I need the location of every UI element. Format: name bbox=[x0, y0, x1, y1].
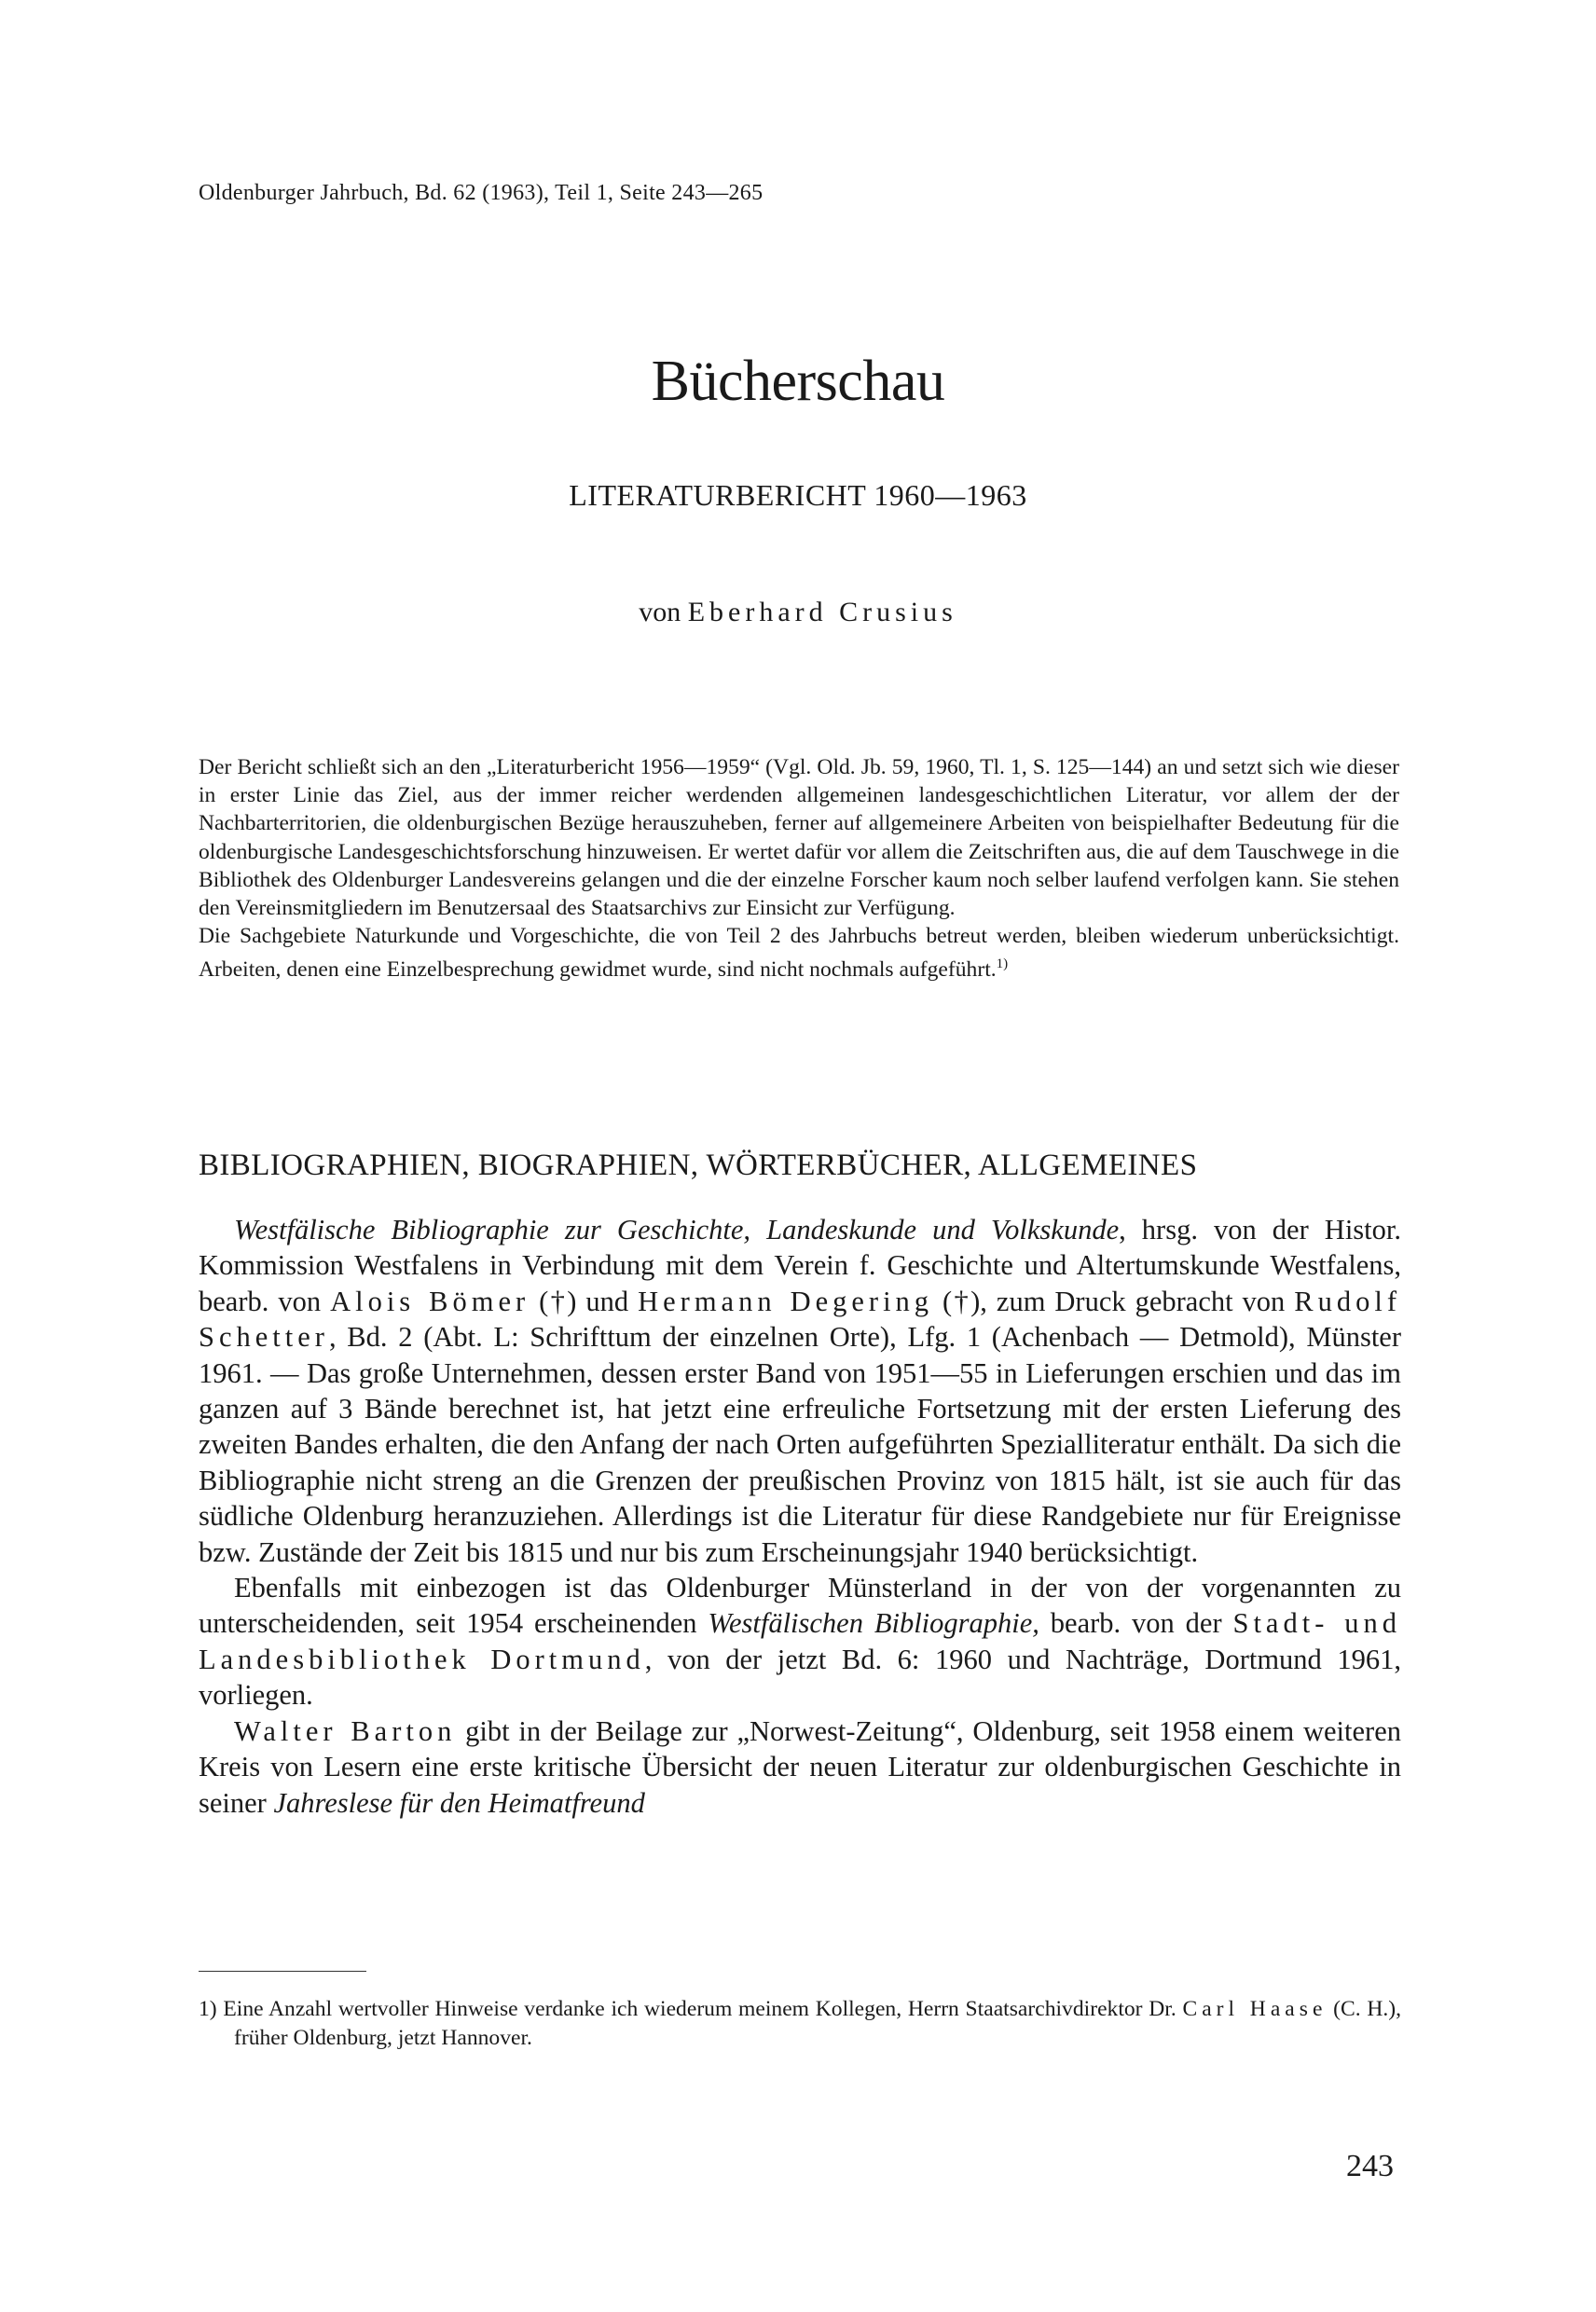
footnote-divider bbox=[199, 1971, 366, 1972]
intro-paragraph-2-text: Die Sachgebiete Naturkunde und Vorgeschichte, die von Teil 2 des Jahrbuchs betreut werden, bleiben wiederum unberücksichtigt. Arbeiten, denen eine Einzelbesprechung gewidmet wurde, sind nicht nochmals aufgeführt. bbox=[199, 924, 1399, 983]
intro-paragraph-1: Der Bericht schließt sich an den „Literaturbericht 1956—1959“ (Vgl. Old. Jb. 59, 1960, Tl. 1, S. 125—144) an und setzt sich wie dieser in erster Linie das Ziel, aus der immer reicher werdenden allgemeinen landesgeschichtlichen Literatur, vor allem der der Nachbarterritorien, die oldenburgischen Bezüge herauszuheben, ferner auf allgemeinere Arbeiten von beispielhafter Bedeutung für die oldenburgische Landesgeschichtsforschung hinzuweisen. Er wertet dafür vor allem die Zeitschriften aus, die auf dem Tauschwege in die Bibliothek des Oldenburger Landesvereins gelangen und die der einzelne Forscher kaum noch selber laufend verfolgen kann. Sie stehen den Vereinsmitgliedern im Benutzersaal des Staatsarchivs zur Einsicht zur Verfügung. bbox=[199, 755, 1399, 921]
footnote bbox=[199, 1995, 1401, 2052]
intro-text bbox=[199, 753, 1399, 984]
body-text-run: , von der jetzt Bd. 6: 1960 und Nachträge, Dortmund 1961, vorliegen. bbox=[199, 1643, 1402, 1712]
footnote-text-run: Eine Anzahl wertvoller Hinweise verdanke ich wiederum meinem Kollegen, Herrn Staatsarchivdirektor Dr. bbox=[216, 1997, 1183, 2021]
article-subtitle: LITERATURBERICHT 1960—1963 bbox=[569, 478, 1027, 512]
running-head: Oldenburger Jahrbuch, Bd. 62 (1963), Teil 1, Seite 243—265 bbox=[199, 181, 764, 205]
byline bbox=[0, 597, 1596, 628]
body-paragraph-2 bbox=[199, 1570, 1401, 1713]
person-name: Carl Haase bbox=[1182, 1997, 1328, 2021]
body-text-run: , Bd. 2 (Abt. L: Schrifttum der einzelnen Orte), Lfg. 1 (Achenbach — Detmold), Münster 1961. — Das große Unternehmen, dessen erster Band von 1951—55 in Lieferungen erschien und das im ganzen auf 3 Bände berechnet ist, hat jetzt eine erfreuliche Fortsetzung mit der ersten Lieferung des zweiten Bandes erhalten, die den Anfang der nach Orten aufgeführten Spezialliteratur enthält. Da sich die Bibliographie nicht streng an die Grenzen der preußischen Provinz von 1815 hält, ist sie auch für das südliche Oldenburg heranzuziehen. Allerdings ist die Literatur für diese Randgebiete nur für Ereignisse bzw. Zustände der Zeit bis 1815 und nur bis zum Erscheinungsjahr 1940 berücksichtigt. bbox=[199, 1321, 1401, 1568]
person-name: Walter Barton bbox=[234, 1714, 457, 1747]
byline-prefix: von bbox=[639, 597, 681, 627]
body-text-run: , hrsg. von der Histor. Kommission Westfalens in Verbindung mit dem Verein f. Geschichte und Altertumskunde Westfalens, bearb. von bbox=[199, 1214, 1401, 1317]
section-heading: BIBLIOGRAPHIEN, BIOGRAPHIEN, WÖRTERBÜCHER, ALLGEMEINES bbox=[199, 1149, 1198, 1182]
institution-name: Stadt- und Landesbibliothek Dortmund bbox=[199, 1607, 1401, 1675]
body-text-run: (†), zum Druck gebracht von bbox=[933, 1285, 1295, 1317]
body-text bbox=[199, 1212, 1401, 1821]
book-title: Jahreslese für den Heimatfreund bbox=[273, 1786, 645, 1819]
body-text-run: gibt in der Beilage zur „Norwest-Zeitung“, Oldenburg, seit 1958 einem weiteren Kreis von Lesern eine erste kritische Übersicht der neuen Literatur zur oldenburgischen Geschichte in seiner bbox=[199, 1714, 1401, 1819]
author-name: Eberhard Crusius bbox=[687, 597, 957, 627]
person-name: Hermann Degering bbox=[638, 1285, 934, 1317]
person-name: Alois Bömer bbox=[330, 1285, 530, 1317]
body-paragraph-3 bbox=[199, 1713, 1401, 1821]
footnote-marker: 1) bbox=[199, 1997, 217, 2021]
person-name: Rudolf Schetter bbox=[199, 1285, 1402, 1354]
footnote-reference: 1) bbox=[996, 956, 1009, 972]
body-text-run: bearb. von der bbox=[1039, 1607, 1233, 1640]
article-title: Bücherschau bbox=[651, 350, 945, 413]
page-number: 243 bbox=[1346, 2149, 1394, 2183]
intro-paragraph-2 bbox=[199, 922, 1399, 984]
book-title: Westfälischen Bibliographie, bbox=[708, 1607, 1039, 1640]
footnote-text-run: (C. H.), früher Oldenburg, jetzt Hannover. bbox=[234, 1997, 1402, 2050]
body-paragraph-1 bbox=[199, 1212, 1401, 1570]
body-text-run: Ebenfalls mit einbezogen ist das Oldenburger Münsterland in der von der vorgenannten zu unterscheidenden, seit 1954 erscheinenden bbox=[199, 1572, 1401, 1640]
book-title: Westfälische Bibliographie zur Geschichte, Landeskunde und Volkskunde bbox=[234, 1214, 1120, 1245]
body-text-run: (†) und bbox=[530, 1285, 639, 1317]
